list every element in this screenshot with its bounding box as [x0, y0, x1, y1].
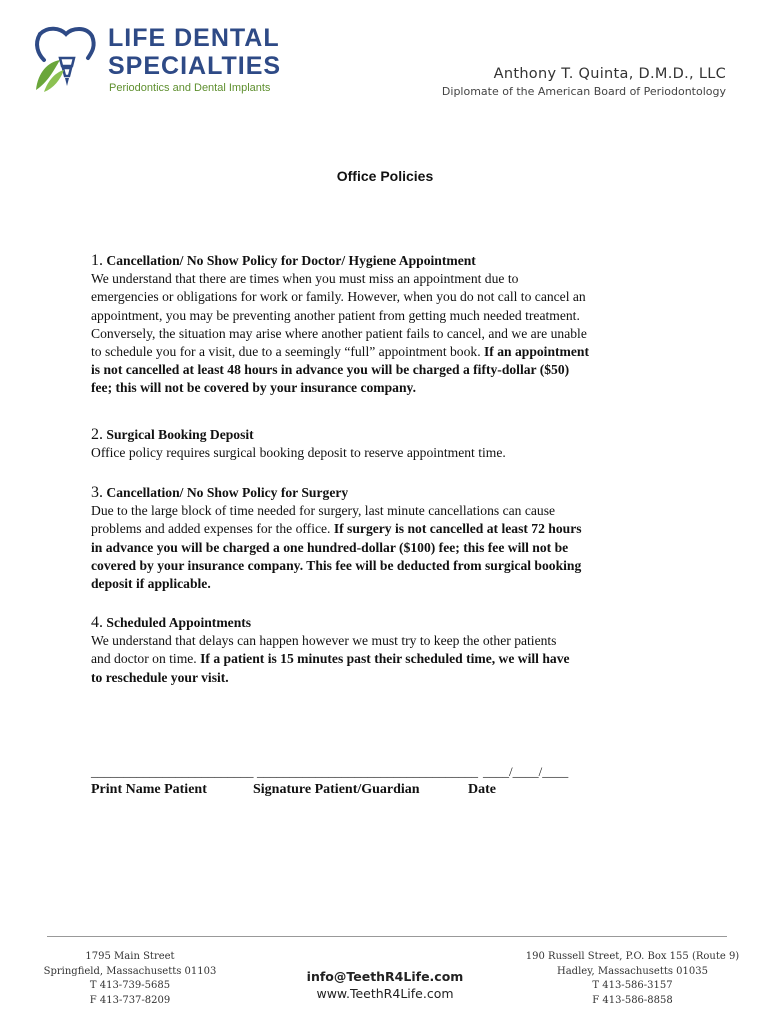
brand-name-line1: LIFE DENTAL	[108, 24, 280, 52]
date-label: Date	[468, 782, 496, 797]
footer-website[interactable]: www.TeethR4Life.com	[316, 986, 454, 1001]
policy-section-deposit	[91, 426, 691, 462]
policy-section-cancellation	[91, 252, 691, 398]
print-name-label: Print Name Patient	[91, 782, 207, 797]
body-line-bold: in advance you will be charged a one hundred-dollar ($100) fee; this fee will not be	[91, 539, 569, 555]
footer-contact	[285, 968, 485, 1002]
policy-section-scheduled	[91, 614, 691, 687]
signature-label: Signature Patient/Guardian	[253, 782, 420, 797]
doctor-name: Anthony T. Quinta, D.M.D., LLC	[493, 66, 726, 82]
body-line: Conversely, the situation may arise where another patient fails to cancel, and we are unable	[91, 325, 587, 341]
body-line: appointment, you may be preventing another patient from getting much needed treatment.	[91, 307, 580, 323]
body-line-bold: deposit if applicable.	[91, 576, 211, 592]
brand-name-line2: SPECIALTIES	[108, 52, 282, 80]
signature-line[interactable]: __________________________________	[257, 764, 478, 779]
section-heading: 1. Cancellation/ No Show Policy for Doctor/ Hygiene Appointment	[91, 252, 476, 269]
body-line-bold: to reschedule your visit.	[91, 669, 229, 685]
body-line-bold: covered by your insurance company. This fee will be deducted from surgical booking	[91, 557, 582, 573]
print-name-line[interactable]: _________________________	[91, 764, 254, 779]
body-line: Office policy requires surgical booking deposit to reserve appointment time.	[91, 445, 506, 461]
body-line: We understand that there are times when you must miss an appointment due to	[91, 271, 519, 287]
brand-tagline: Periodontics and Dental Implants	[109, 82, 271, 94]
body-line-bold: is not cancelled at least 48 hours in advance you will be charged a fifty-dollar ($50)	[91, 362, 570, 378]
section-heading: 4. Scheduled Appointments	[91, 614, 252, 631]
body-line: Due to the large block of time needed for surgery, last minute cancellations can cause	[91, 503, 556, 519]
section-heading: 2. Surgical Booking Deposit	[91, 426, 254, 443]
body-line-bold: fee; this will not be covered by your insurance company.	[91, 380, 416, 396]
footer-address-springfield: 1795 Main Street Springfield, Massachusetts 01103 T 413-739-5685 F 413-737-8209	[43, 951, 217, 1006]
body-line: to schedule you for a visit, due to a seemingly “full” appointment book. If an appointment	[91, 344, 589, 360]
body-line: We understand that delays can happen however we must try to keep the other patients	[91, 633, 557, 649]
tooth-logo-icon	[30, 22, 102, 94]
page-title: Office Policies	[336, 168, 434, 184]
footer-email[interactable]: info@TeethR4Life.com	[306, 969, 464, 984]
body-line: emergencies or obligations for work or family. However, when you do not call to cancel an	[91, 289, 586, 305]
footer-divider	[47, 936, 727, 937]
body-line: and doctor on time. If a patient is 15 minutes past their scheduled time, we will have	[91, 651, 570, 667]
date-line[interactable]: ____/____/____	[483, 764, 569, 779]
doctor-credential: Diplomate of the American Board of Periodontology	[441, 85, 726, 98]
body-line: problems and added expenses for the office. If surgery is not cancelled at least 72 hours	[91, 521, 582, 537]
policy-section-surgery	[91, 484, 691, 593]
footer-address-hadley: 190 Russell Street, P.O. Box 155 (Route 9) Hadley, Massachusetts 01035 T 413-586-3157 F 413-586-8858	[525, 951, 740, 1006]
section-heading: 3. Cancellation/ No Show Policy for Surgery	[91, 484, 349, 501]
